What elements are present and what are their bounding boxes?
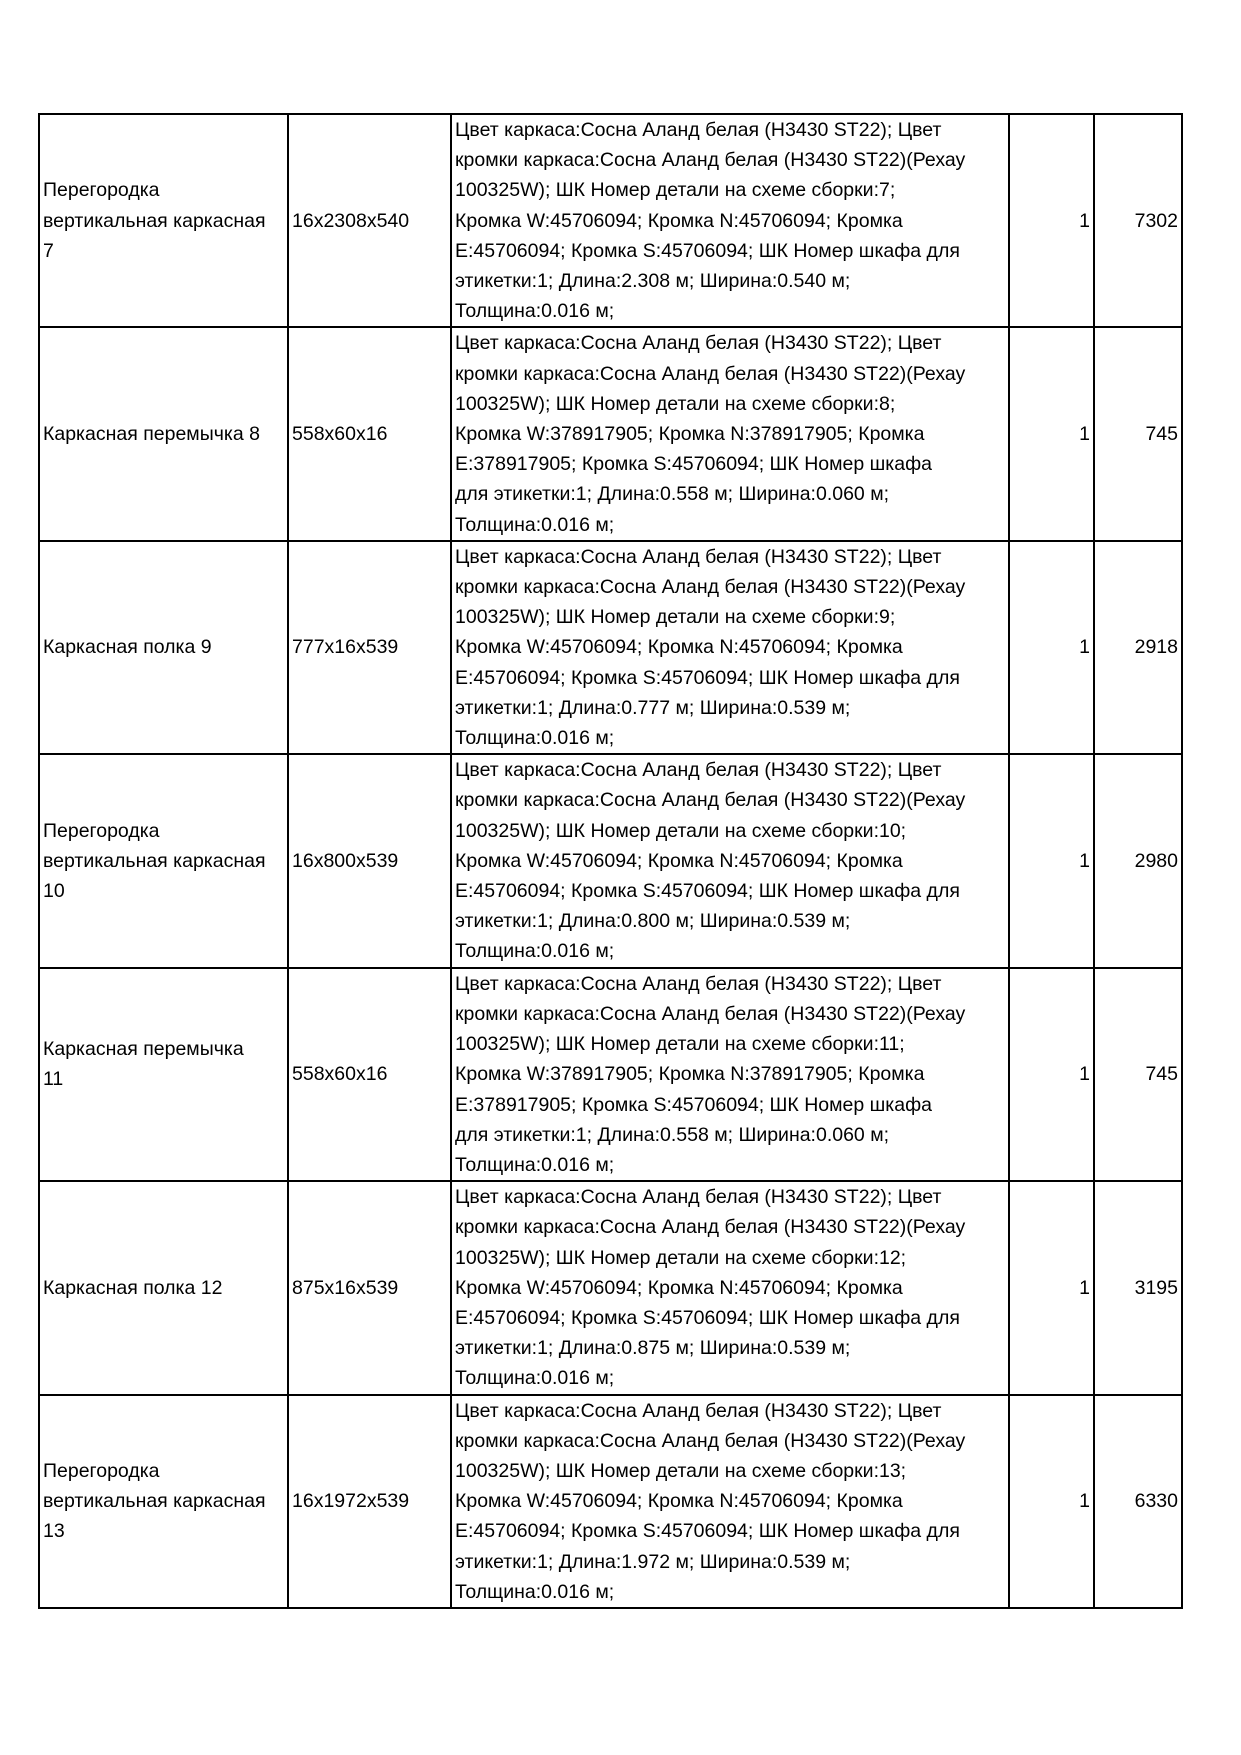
part-name-line: Перегородка <box>43 1459 160 1482</box>
part-name-line: Каркасная перемычка 8 <box>43 423 260 446</box>
description-line: Толщина:0.016 м; <box>455 727 615 750</box>
part-name-line: вертикальная каркасная <box>43 849 266 872</box>
part-dimensions-cell: 558x60x16 <box>288 327 451 540</box>
part-quantity-cell: 1 <box>1009 1395 1094 1608</box>
description-line: Цвет каркаса:Сосна Аланд белая (H3430 ST22); Цвет <box>455 972 942 995</box>
description-line: кромки каркаса:Сосна Аланд белая (H3430 ST22)(Рехау <box>455 789 966 812</box>
part-dimensions-cell: 16x1972x539 <box>288 1395 451 1608</box>
description-line: кромки каркаса:Сосна Аланд белая (H3430 ST22)(Рехау <box>455 1216 966 1239</box>
part-name-line: Каркасная полка 9 <box>43 636 212 659</box>
part-quantity-cell: 1 <box>1009 114 1094 327</box>
description-line: Кромка W:45706094; Кромка N:45706094; Кромка <box>455 849 903 872</box>
description-line: E:45706094; Кромка S:45706094; ШК Номер шкафа для <box>455 239 960 262</box>
part-description-cell <box>451 754 1009 967</box>
part-quantity-cell: 1 <box>1009 541 1094 754</box>
part-price-cell: 6330 <box>1094 1395 1182 1608</box>
description-line: для этикетки:1; Длина:0.558 м; Ширина:0.060 м; <box>455 483 890 506</box>
description-line: Кромка W:45706094; Кромка N:45706094; Кромка <box>455 1490 903 1513</box>
part-quantity-cell: 1 <box>1009 1181 1094 1394</box>
description-line: Толщина:0.016 м; <box>455 940 615 963</box>
part-name-line: вертикальная каркасная <box>43 209 266 232</box>
description-line: Кромка W:378917905; Кромка N:378917905; Кромка <box>455 423 925 446</box>
part-description-cell <box>451 114 1009 327</box>
description-line: Цвет каркаса:Сосна Аланд белая (H3430 ST22); Цвет <box>455 1399 942 1422</box>
description-line: Кромка W:45706094; Кромка N:45706094; Кромка <box>455 636 903 659</box>
description-line: 100325W); ШК Номер детали на схеме сборки:11; <box>455 1033 905 1056</box>
description-line: этикетки:1; Длина:0.800 м; Ширина:0.539 м; <box>455 910 851 933</box>
description-line: 100325W); ШК Номер детали на схеме сборки:9; <box>455 606 896 629</box>
part-name-line: 7 <box>43 239 54 262</box>
description-line: кромки каркаса:Сосна Аланд белая (H3430 ST22)(Рехау <box>455 149 966 172</box>
table-row <box>39 1181 1182 1394</box>
part-price-cell: 3195 <box>1094 1181 1182 1394</box>
description-line: Кромка W:45706094; Кромка N:45706094; Кромка <box>455 209 903 232</box>
description-line: E:378917905; Кромка S:45706094; ШК Номер шкафа <box>455 453 932 476</box>
table-row <box>39 327 1182 540</box>
part-name-wrapper <box>43 1034 284 1094</box>
description-line: кромки каркаса:Сосна Аланд белая (H3430 ST22)(Рехау <box>455 1002 966 1025</box>
description-line: E:45706094; Кромка S:45706094; ШК Номер шкафа для <box>455 880 960 903</box>
description-line: 100325W); ШК Номер детали на схеме сборки:8; <box>455 392 896 415</box>
part-name-cell <box>39 114 288 327</box>
part-quantity-cell: 1 <box>1009 968 1094 1181</box>
part-price-cell: 2918 <box>1094 541 1182 754</box>
part-name-line: вертикальная каркасная <box>43 1490 266 1513</box>
part-quantity-cell: 1 <box>1009 327 1094 540</box>
description-line: 100325W); ШК Номер детали на схеме сборки:10; <box>455 819 907 842</box>
description-line: Кромка W:378917905; Кромка N:378917905; Кромка <box>455 1063 925 1086</box>
description-line: этикетки:1; Длина:2.308 м; Ширина:0.540 м; <box>455 270 851 293</box>
part-dimensions-cell: 777x16x539 <box>288 541 451 754</box>
description-line: E:45706094; Кромка S:45706094; ШК Номер шкафа для <box>455 1306 960 1329</box>
part-description-cell <box>451 541 1009 754</box>
part-price-cell: 2980 <box>1094 754 1182 967</box>
description-line: Цвет каркаса:Сосна Аланд белая (H3430 ST22); Цвет <box>455 119 942 141</box>
part-dimensions-cell: 16x800x539 <box>288 754 451 967</box>
description-line: Толщина:0.016 м; <box>455 1153 615 1176</box>
table-row <box>39 754 1182 967</box>
description-line: Толщина:0.016 м; <box>455 300 615 323</box>
part-name-cell <box>39 1181 288 1394</box>
description-line: Толщина:0.016 м; <box>455 1367 615 1390</box>
part-dimensions-cell: 875x16x539 <box>288 1181 451 1394</box>
description-line: кромки каркаса:Сосна Аланд белая (H3430 ST22)(Рехау <box>455 576 966 599</box>
table-row <box>39 1395 1182 1608</box>
description-line: для этикетки:1; Длина:0.558 м; Ширина:0.060 м; <box>455 1123 890 1146</box>
table-row <box>39 541 1182 754</box>
description-line: кромки каркаса:Сосна Аланд белая (H3430 ST22)(Рехау <box>455 1429 966 1452</box>
part-quantity-cell: 1 <box>1009 754 1094 967</box>
description-line: 100325W); ШК Номер детали на схеме сборки:7; <box>455 179 896 202</box>
description-line: этикетки:1; Длина:1.972 м; Ширина:0.539 м; <box>455 1550 851 1573</box>
part-name-line: Перегородка <box>43 179 160 202</box>
description-line: этикетки:1; Длина:0.777 м; Ширина:0.539 м; <box>455 696 851 719</box>
parts-spec-table-body <box>39 114 1182 1608</box>
part-name-line: 10 <box>43 880 65 903</box>
part-name-cell <box>39 327 288 540</box>
part-name-cell <box>39 541 288 754</box>
part-description-cell <box>451 968 1009 1181</box>
part-price-cell: 7302 <box>1094 114 1182 327</box>
description-line: Цвет каркаса:Сосна Аланд белая (H3430 ST22); Цвет <box>455 545 942 568</box>
part-price-cell: 745 <box>1094 968 1182 1181</box>
description-line: Толщина:0.016 м; <box>455 513 615 536</box>
parts-spec-table <box>38 113 1183 1609</box>
part-price-cell: 745 <box>1094 327 1182 540</box>
table-row <box>39 968 1182 1181</box>
table-row <box>39 114 1182 327</box>
part-dimensions-cell: 16x2308x540 <box>288 114 451 327</box>
description-line: E:45706094; Кромка S:45706094; ШК Номер шкафа для <box>455 1520 960 1543</box>
description-line: этикетки:1; Длина:0.875 м; Ширина:0.539 м; <box>455 1337 851 1360</box>
description-line: Толщина:0.016 м; <box>455 1580 615 1603</box>
part-name-cell <box>39 968 288 1181</box>
part-description-cell <box>451 1181 1009 1394</box>
description-line: Цвет каркаса:Сосна Аланд белая (H3430 ST22); Цвет <box>455 332 942 355</box>
part-name-line: Каркасная полка 12 <box>43 1276 223 1299</box>
description-line: Цвет каркаса:Сосна Аланд белая (H3430 ST22); Цвет <box>455 759 942 782</box>
description-line: Кромка W:45706094; Кромка N:45706094; Кромка <box>455 1276 903 1299</box>
description-line: E:378917905; Кромка S:45706094; ШК Номер шкафа <box>455 1093 932 1116</box>
part-name-cell <box>39 754 288 967</box>
description-line: 100325W); ШК Номер детали на схеме сборки:13; <box>455 1459 907 1482</box>
description-line: Цвет каркаса:Сосна Аланд белая (H3430 ST22); Цвет <box>455 1186 942 1209</box>
part-name-cell <box>39 1395 288 1608</box>
part-name-line: 11 <box>43 1068 64 1091</box>
description-line: кромки каркаса:Сосна Аланд белая (H3430 ST22)(Рехау <box>455 362 966 385</box>
part-description-cell <box>451 327 1009 540</box>
part-dimensions-cell: 558x60x16 <box>288 968 451 1181</box>
description-line: 100325W); ШК Номер детали на схеме сборки:12; <box>455 1246 907 1269</box>
part-description-cell <box>451 1395 1009 1608</box>
description-line: E:45706094; Кромка S:45706094; ШК Номер шкафа для <box>455 666 960 689</box>
part-name-line: Перегородка <box>43 819 160 842</box>
part-name-line: Каркасная перемычка <box>43 1038 244 1061</box>
part-name-line: 13 <box>43 1520 65 1543</box>
